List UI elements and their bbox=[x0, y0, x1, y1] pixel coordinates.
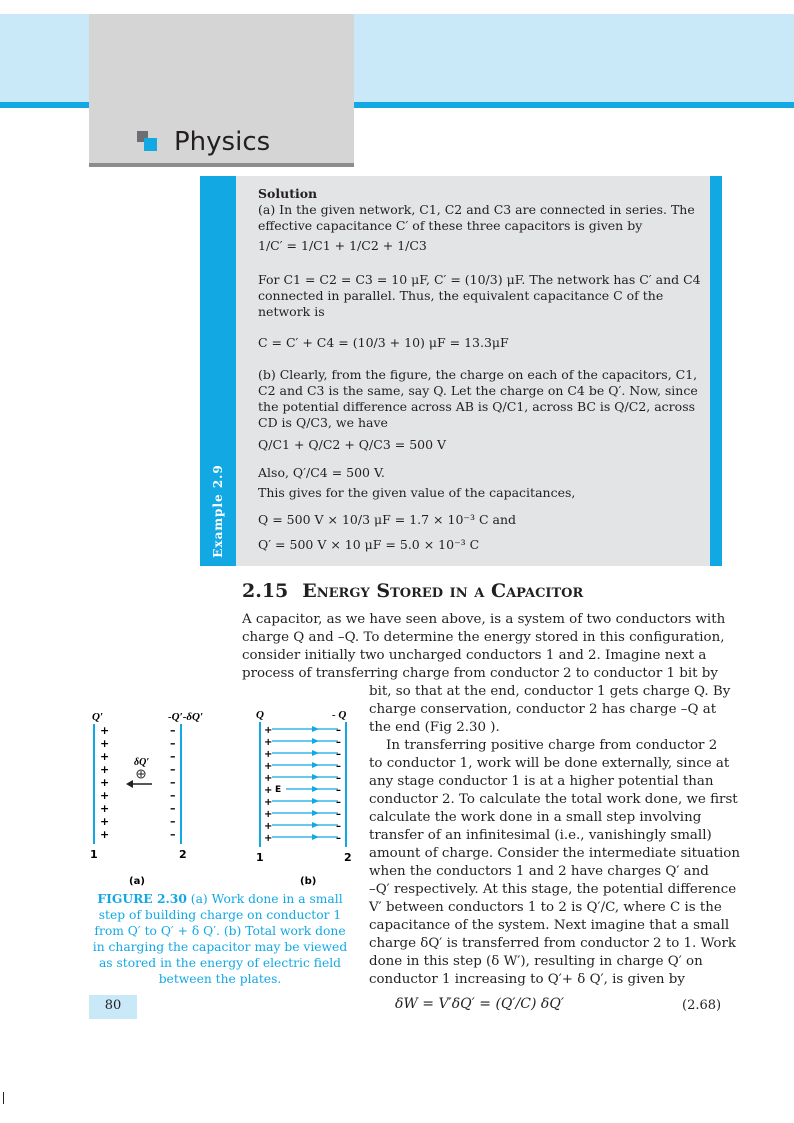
example-line: CD is Q/C3, we have bbox=[258, 415, 388, 430]
fig-a-caption: (a) bbox=[129, 876, 145, 887]
svg-text:+: + bbox=[100, 789, 110, 802]
body-line: capacitance of the system. Next imagine that a small bbox=[369, 918, 730, 933]
equation-equivalent-capacitance: C = C′ + C4 = (10/3 + 10) μF = 13.3μF bbox=[258, 335, 509, 350]
fig-b-plus-charges bbox=[264, 725, 272, 844]
solution-heading: Solution bbox=[258, 186, 318, 201]
body-line: the end (Fig 2.30 ). bbox=[369, 720, 500, 735]
svg-text:–: – bbox=[336, 749, 341, 760]
fig-a-charge-label: δQ′ bbox=[134, 757, 150, 768]
body-line: charge conservation, conductor 2 has charge –Q at bbox=[369, 702, 717, 717]
equation-series-capacitance: 1/C′ = 1/C1 + 1/C2 + 1/C3 bbox=[258, 238, 427, 253]
svg-text:–: – bbox=[336, 785, 341, 796]
body-line: conductor 2. To calculate the total work done, we first bbox=[369, 792, 738, 807]
svg-text:+: + bbox=[100, 815, 110, 828]
body-line: –Q′ respectively. At this stage, the potential difference bbox=[369, 882, 737, 897]
example-line: connected in parallel. Thus, the equivalent capacitance C of the bbox=[258, 288, 664, 303]
crop-mark bbox=[3, 1092, 4, 1104]
svg-text:+: + bbox=[100, 763, 110, 776]
svg-text:–: – bbox=[336, 725, 341, 736]
svg-text:+: + bbox=[100, 724, 110, 737]
example-line: (b) Clearly, from the figure, the charge on each of the capacitors, C1, bbox=[258, 367, 698, 382]
body-line: to conductor 1, work will be done externally, since at bbox=[369, 756, 730, 771]
svg-text:+: + bbox=[264, 797, 273, 808]
body-line: transfer of an infinitesimal (i.e., vanishingly small) bbox=[369, 828, 712, 843]
figure-caption-text: (a) Work done in a small step of building charge on conductor 1 from Q′ to Q′ + δ Q′. (b) Total work done in charging the capacitor may be viewed as stored in the energy of electric field between the plates. bbox=[92, 892, 348, 986]
fig-a-left-label: Q′ bbox=[92, 711, 104, 723]
subject-panel-underline bbox=[89, 163, 354, 167]
example-line: For C1 = C2 = C3 = 10 μF, C′ = (10/3) μF. The network has C′ and C4 bbox=[258, 272, 701, 287]
example-line: effective capacitance C′ of these three capacitors is given by bbox=[258, 218, 643, 233]
svg-text:+: + bbox=[264, 749, 273, 760]
svg-text:–: – bbox=[170, 724, 176, 737]
svg-text:–: – bbox=[336, 821, 341, 832]
body-line: amount of charge. Consider the intermediate situation bbox=[369, 846, 740, 861]
body-line: done in this step (δ W′), resulting in charge Q′ on bbox=[369, 954, 703, 969]
svg-text:+: + bbox=[264, 809, 273, 820]
svg-text:–: – bbox=[170, 763, 176, 776]
section-number: 2.15 bbox=[242, 580, 289, 602]
svg-text:–: – bbox=[336, 833, 341, 844]
svg-text:+: + bbox=[264, 725, 273, 736]
svg-text:+: + bbox=[100, 828, 110, 841]
svg-text:+: + bbox=[264, 737, 273, 748]
fig-b-field-arrowheads bbox=[312, 726, 319, 840]
body-line: conductor 1 increasing to Q′+ δ Q′, is given by bbox=[369, 972, 685, 987]
svg-text:–: – bbox=[170, 802, 176, 815]
body-line: A capacitor, as we have seen above, is a system of two conductors with bbox=[242, 612, 726, 627]
figure-caption bbox=[89, 891, 351, 987]
fig-a-conductor-2: 2 bbox=[179, 848, 187, 861]
fig-b-caption: (b) bbox=[300, 876, 317, 887]
svg-text:+: + bbox=[264, 785, 273, 796]
svg-text:–: – bbox=[170, 789, 176, 802]
figure-number: FIGURE 2.30 bbox=[97, 891, 187, 906]
example-line: (a) In the given network, C1, C2 and C3 are connected in series. The bbox=[258, 202, 695, 217]
svg-text:–: – bbox=[336, 773, 341, 784]
section-heading bbox=[242, 580, 583, 602]
svg-text:–: – bbox=[336, 797, 341, 808]
body-line: process of transferring charge from conductor 2 to conductor 1 bit by bbox=[242, 666, 718, 681]
equation-2-68: δW = V′δQ′ = (Q′/C) δQ′ bbox=[395, 996, 564, 1012]
example-line: Also, Q′/C4 = 500 V. bbox=[258, 465, 385, 480]
svg-text:+: + bbox=[264, 833, 273, 844]
page-number: 80 bbox=[104, 998, 122, 1013]
fig-b-minus-charges bbox=[336, 725, 341, 844]
fig-b-field-label: E bbox=[275, 785, 282, 795]
fig-a-plus-charges bbox=[100, 724, 109, 841]
figure-2-30 bbox=[86, 702, 356, 887]
fig-b-field-lines bbox=[272, 729, 338, 837]
section-title: Energy Stored in a Capacitor bbox=[302, 580, 584, 602]
fig-b-conductor-1: 1 bbox=[256, 851, 264, 864]
example-right-strip bbox=[710, 176, 722, 566]
equation-charge-q-prime: Q′ = 500 V × 10 μF = 5.0 × 10⁻³ C bbox=[258, 537, 480, 552]
svg-text:+: + bbox=[100, 802, 110, 815]
body-line: In transferring positive charge from conductor 2 bbox=[369, 738, 718, 753]
svg-text:–: – bbox=[170, 776, 176, 789]
svg-text:+: + bbox=[264, 761, 273, 772]
fig-a-right-label: -Q′-δQ′ bbox=[168, 711, 204, 723]
svg-text:–: – bbox=[170, 737, 176, 750]
fig-b-left-label: Q bbox=[256, 709, 264, 721]
body-line: when the conductors 1 and 2 have charges Q′ and bbox=[369, 864, 709, 879]
svg-text:+: + bbox=[100, 750, 110, 763]
svg-text:+: + bbox=[264, 821, 273, 832]
svg-text:+: + bbox=[100, 737, 110, 750]
example-line: the potential difference across AB is Q/C1, across BC is Q/C2, across bbox=[258, 399, 696, 414]
equation-number: (2.68) bbox=[682, 998, 722, 1013]
fig-b-right-label: - Q bbox=[332, 709, 347, 721]
logo-square-blue bbox=[144, 138, 157, 151]
body-line: consider initially two uncharged conductors 1 and 2. Imagine next a bbox=[242, 648, 707, 663]
svg-text:–: – bbox=[170, 815, 176, 828]
svg-text:–: – bbox=[336, 809, 341, 820]
svg-text:–: – bbox=[336, 737, 341, 748]
fig-a-minus-charges bbox=[170, 724, 176, 841]
body-line: calculate the work done in a small step involving bbox=[369, 810, 702, 825]
example-label: Example 2.9 bbox=[211, 464, 225, 558]
equation-voltage-sum: Q/C1 + Q/C2 + Q/C3 = 500 V bbox=[258, 437, 447, 452]
body-line: V′ between conductors 1 to 2 is Q′/C, where C is the bbox=[369, 900, 722, 915]
body-line: bit, so that at the end, conductor 1 gets charge Q. By bbox=[369, 684, 731, 699]
svg-text:+: + bbox=[100, 776, 110, 789]
fig-a-conductor-1: 1 bbox=[90, 848, 98, 861]
svg-text:–: – bbox=[336, 761, 341, 772]
example-line: This gives for the given value of the capacitances, bbox=[258, 485, 576, 500]
equation-charge-q: Q = 500 V × 10/3 μF = 1.7 × 10⁻³ C and bbox=[258, 512, 517, 527]
example-line: C2 and C3 is the same, say Q. Let the charge on C4 be Q′. Now, since bbox=[258, 383, 698, 398]
body-line: charge δQ′ is transferred from conductor 2 to 1. Work bbox=[369, 936, 736, 951]
svg-text:+: + bbox=[264, 773, 273, 784]
subject-title: Physics bbox=[174, 127, 271, 157]
fig-b-conductor-2: 2 bbox=[344, 851, 352, 864]
body-line: any stage conductor 1 is at a higher potential than bbox=[369, 774, 714, 789]
svg-text:–: – bbox=[170, 828, 176, 841]
example-line: network is bbox=[258, 304, 325, 319]
svg-text:–: – bbox=[170, 750, 176, 763]
body-line: charge Q and –Q. To determine the energy stored in this configuration, bbox=[242, 630, 725, 645]
